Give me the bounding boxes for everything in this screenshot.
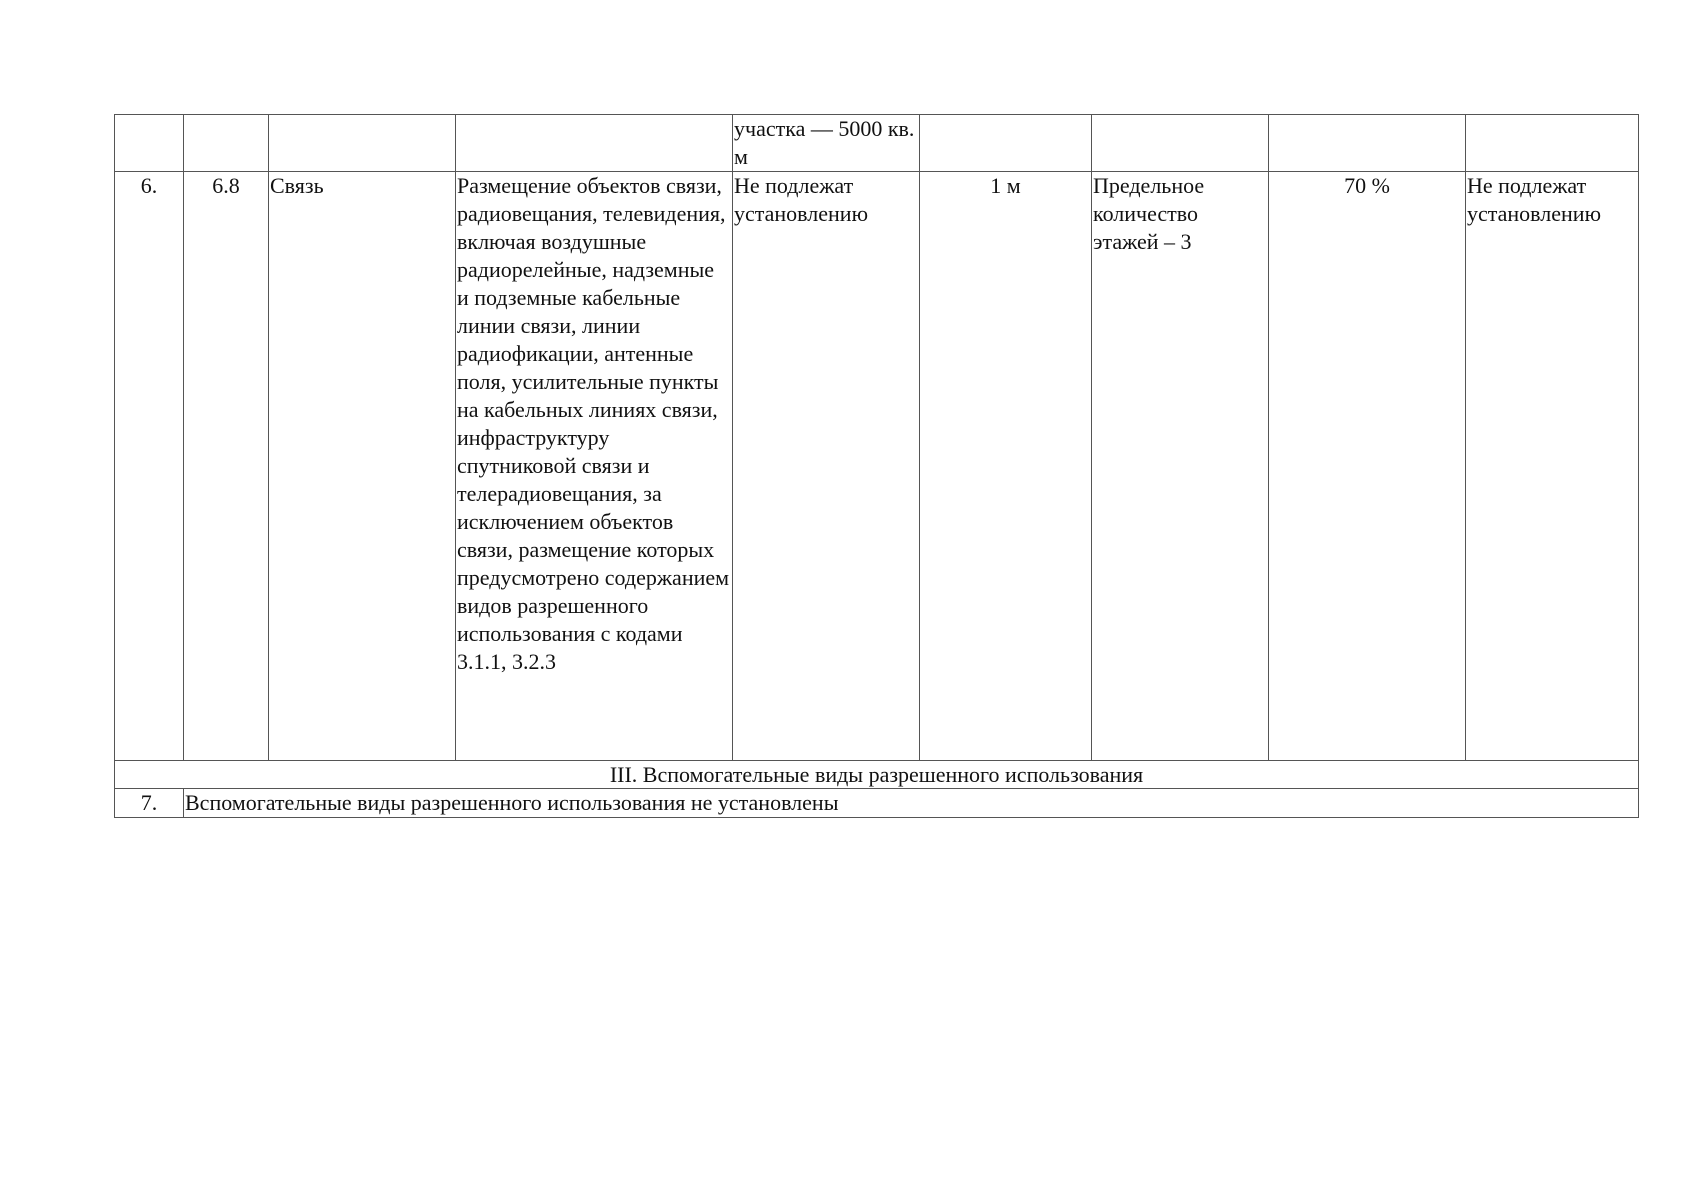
cell-merged-text: Вспомогательные виды разрешенного использования не установлены <box>184 789 1639 818</box>
table-row <box>115 172 1639 761</box>
section-title: III. Вспомогательные виды разрешенного использования <box>115 761 1639 789</box>
cell-max-floors <box>1092 115 1269 172</box>
cell-max-coverage: 70 % <box>1269 172 1466 761</box>
cell-max-coverage <box>1269 115 1466 172</box>
table-row-continuation <box>115 115 1639 172</box>
cell-code: 6.8 <box>184 172 269 761</box>
section-header-row <box>115 761 1639 789</box>
land-use-regulations-table <box>114 114 1639 818</box>
cell-other-params <box>1466 115 1639 172</box>
cell-num: 6. <box>115 172 184 761</box>
cell-other-params: Не подлежат установлению <box>1466 172 1639 761</box>
cell-description: Размещение объектов связи, радиовещания, телевидения, включая воздушные радиорелейные, надземные и подземные кабельные линии связи, линии радиофикации, антенные поля, усилительные пункты на кабельных линиях связи, инфраструктуру спутниковой связи и телерадиовещания, за исключением объектов связи, размещение которых предусмотрено содержанием видов разрешенного использования с кодами 3.1.1, 3.2.3 <box>456 172 733 761</box>
cell-description <box>456 115 733 172</box>
cell-name <box>269 115 456 172</box>
cell-num <box>115 115 184 172</box>
cell-num: 7. <box>115 789 184 818</box>
cell-code <box>184 115 269 172</box>
cell-name: Связь <box>269 172 456 761</box>
cell-min-setback <box>920 115 1092 172</box>
cell-max-floors: Предельное количество этажей – 3 <box>1092 172 1269 761</box>
table-row <box>115 789 1639 818</box>
cell-min-setback: 1 м <box>920 172 1092 761</box>
cell-area-limits: Не подлежат установлению <box>733 172 920 761</box>
cell-area-limits: участка — 5000 кв. м <box>733 115 920 172</box>
